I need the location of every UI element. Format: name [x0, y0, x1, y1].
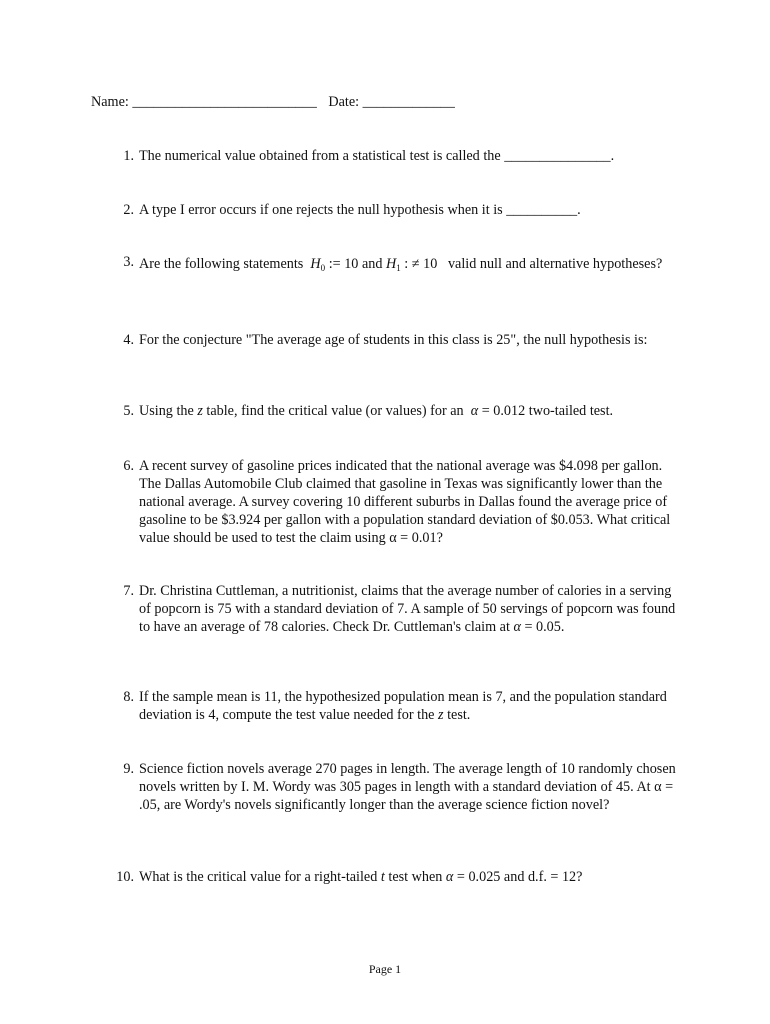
- z-variable: z: [197, 403, 203, 419]
- question-number: 9.: [123, 761, 134, 777]
- question-text: Science fiction novels average 270 pages in length. The average length of 10 randomly chosen novels written by I. M. Wordy was 305 pages in length with a standard deviation of 45. At α = .05, are Wordy's novels significantly longer than the average science fiction novel?: [139, 761, 676, 813]
- date-blank[interactable]: _____________: [362, 94, 455, 110]
- name-blank[interactable]: __________________________: [132, 94, 317, 110]
- null-hypothesis-symbol: $H_0$: [310, 256, 326, 273]
- null-hypothesis-relation: := 10: [325, 256, 359, 272]
- question-6: [110, 457, 680, 547]
- question-text: If the sample mean is 11, the hypothesized population mean is 7, and the population standard deviation is 4, compute the test value needed for the z test.: [139, 689, 667, 723]
- question-number: 4.: [123, 332, 134, 348]
- alpha-symbol: α: [470, 403, 479, 419]
- date-label: Date:: [328, 94, 360, 110]
- question-text: A recent survey of gasoline prices indicated that the national average was $4.098 per gallon. The Dallas Automobile Club claimed that gasoline in Texas was significantly lower than the national average. A survey covering 10 different suburbs in Dallas found the average price of gasoline to be $3.924 per gallon with a population standard deviation of $0.053. What critical value should be used to test the claim using α = 0.01?: [139, 458, 671, 546]
- question-number: 10.: [116, 869, 134, 885]
- t-variable: t: [380, 869, 385, 885]
- question-number: 1.: [123, 148, 134, 164]
- question-number: 6.: [123, 458, 134, 474]
- question-1: [110, 147, 680, 165]
- question-8: [110, 688, 680, 724]
- alpha-symbol: α: [445, 869, 454, 885]
- alpha-symbol: α: [513, 619, 521, 635]
- question-10: [110, 868, 680, 886]
- alternative-hypothesis-symbol: $H_1$: [385, 256, 401, 273]
- question-number: 3.: [123, 254, 134, 270]
- question-text: The numerical value obtained from a statistical test is called the _______________.: [139, 148, 615, 164]
- question-4: [110, 331, 680, 349]
- question-9: [110, 760, 680, 814]
- question-text: What is the critical value for a right-tailed t test when α = 0.025 and d.f. = 12?: [139, 869, 583, 885]
- question-text: Dr. Christina Cuttleman, a nutritionist, claims that the average number of calories in a serving of popcorn is 75 with a standard deviation of 7. A sample of 50 servings of popcorn was found to have an average of 78 calories. Check Dr. Cuttleman's claim at α = 0.05.: [139, 583, 676, 635]
- z-variable: z: [438, 707, 444, 723]
- page-number: Page 1: [368, 962, 402, 976]
- question-text: For the conjecture "The average age of students in this class is 25", the null hypothesis is:: [139, 332, 648, 348]
- name-label: Name:: [91, 94, 129, 110]
- question-text: A type I error occurs if one rejects the null hypothesis when it is __________.: [139, 202, 581, 218]
- question-number: 8.: [123, 689, 134, 705]
- question-2: [110, 201, 680, 219]
- question-number: 2.: [123, 202, 134, 218]
- question-5: [110, 402, 680, 420]
- question-text: [139, 255, 680, 277]
- alternative-hypothesis-relation: : ≠ 10: [400, 256, 438, 272]
- question-number: 7.: [123, 583, 134, 599]
- header-line: [91, 93, 455, 111]
- question-number: 5.: [123, 403, 134, 419]
- question-text-post: valid null and alternative hypotheses?: [447, 256, 663, 272]
- question-text: Using the z table, find the critical value (or values) for an α = 0.012 two-tailed test.: [139, 403, 614, 419]
- question-text-pre: Are the following statements: [139, 256, 304, 272]
- question-7: [110, 582, 680, 636]
- question-3: [110, 255, 680, 277]
- and-word: and: [358, 256, 386, 272]
